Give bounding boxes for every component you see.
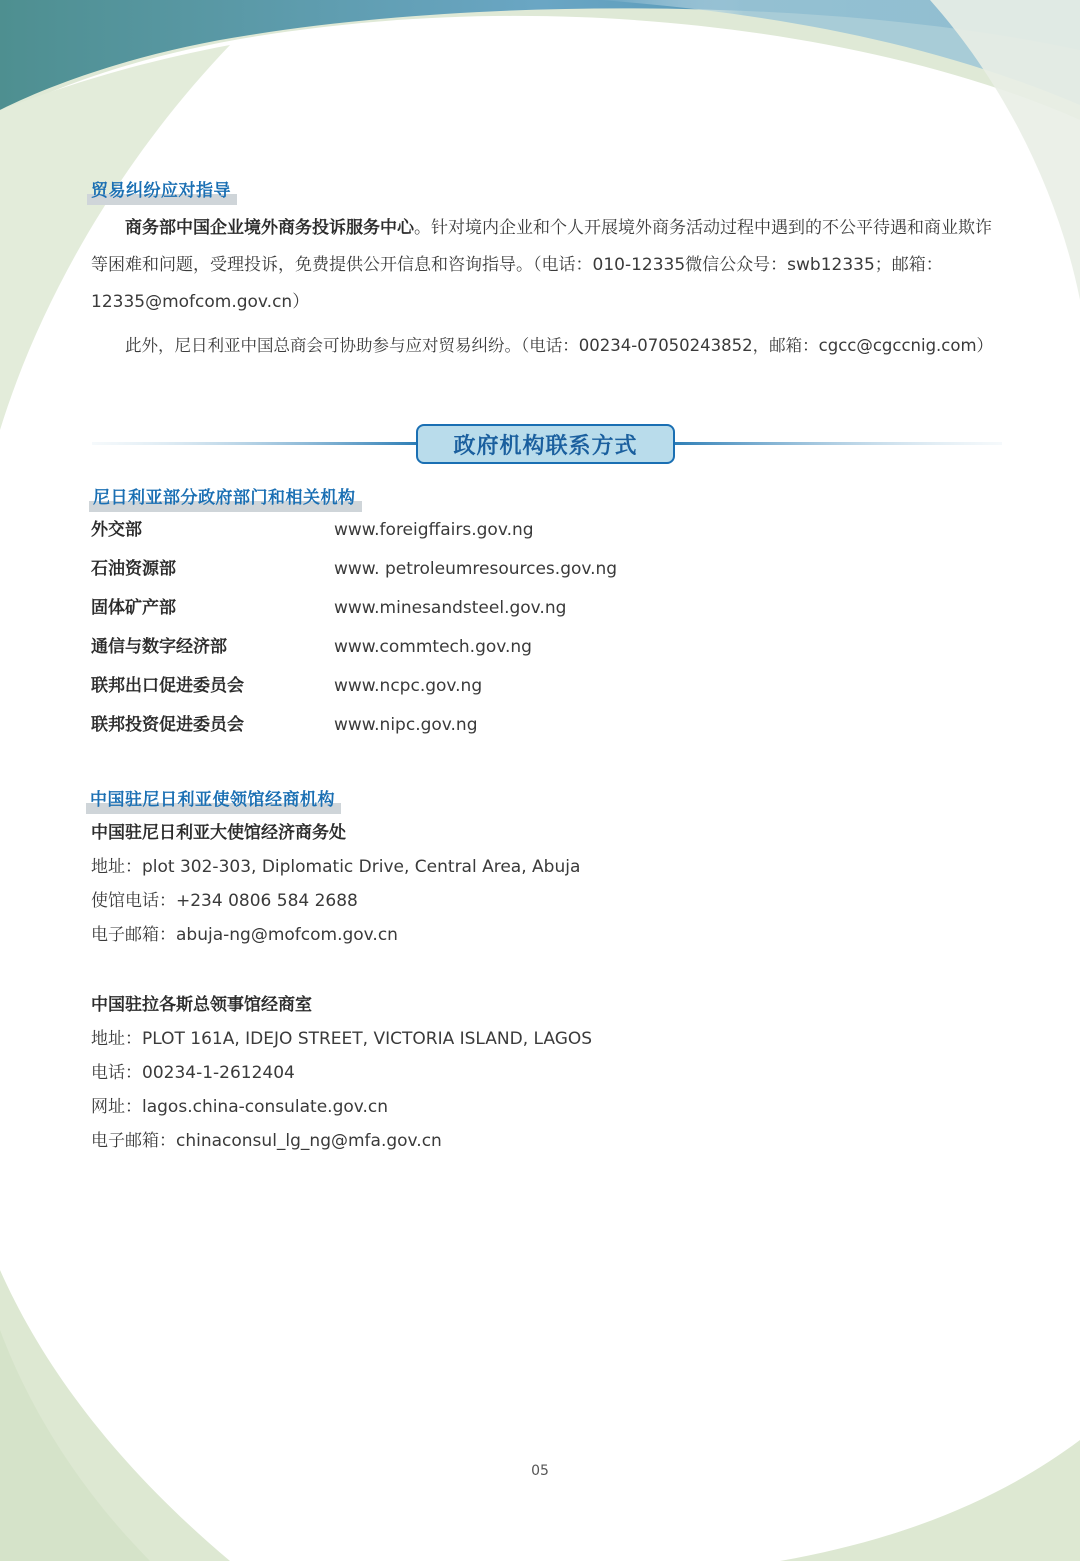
agency-url: www.commtech.gov.ng bbox=[334, 637, 532, 657]
embassy-address: 地址：plot 302-303, Diplomatic Drive, Central Area, Abuja bbox=[91, 857, 581, 877]
embassy-email: 电子邮箱：abuja-ng@mofcom.gov.cn bbox=[91, 925, 398, 945]
agency-name: 石油资源部 bbox=[91, 559, 176, 579]
consulate-email: 电子邮箱：chinaconsul_lg_ng@mfa.gov.cn bbox=[91, 1131, 442, 1151]
banner-line-right bbox=[672, 442, 1002, 445]
consulate-phone: 电话：00234-1-2612404 bbox=[91, 1063, 295, 1083]
agency-url: www.minesandsteel.gov.ng bbox=[334, 598, 567, 618]
embassy-name: 中国驻尼日利亚大使馆经济商务处 bbox=[91, 823, 346, 843]
consulate-website: 网址：lagos.china-consulate.gov.cn bbox=[91, 1097, 389, 1117]
agency-name: 通信与数字经济部 bbox=[91, 637, 227, 657]
banner-line-left bbox=[92, 442, 418, 445]
agency-name: 外交部 bbox=[91, 520, 142, 540]
agency-url: www.nipc.gov.ng bbox=[334, 715, 478, 735]
page-number: 05 bbox=[531, 1463, 549, 1479]
section-title-gov-agencies: 尼日利亚部分政府部门和相关机构 bbox=[89, 483, 362, 510]
agency-url: www.foreigffairs.gov.ng bbox=[334, 520, 534, 540]
agency-name: 固体矿产部 bbox=[91, 598, 176, 618]
paragraph-chamber: 此外，尼日利亚中国总商会可协助参与应对贸易纠纷。（电话：00234-07050243852，邮箱：cgcc@cgccnig.com） bbox=[125, 336, 994, 355]
agency-url: www. petroleumresources.gov.ng bbox=[334, 559, 618, 579]
agency-name: 联邦投资促进委员会 bbox=[91, 715, 244, 735]
consulate-name: 中国驻拉各斯总领事馆经商室 bbox=[91, 995, 312, 1015]
section-title-embassy: 中国驻尼日利亚使领馆经商机构 bbox=[86, 785, 341, 812]
consulate-address: 地址：PLOT 161A, IDEJO STREET, VICTORIA ISLAND, LAGOS bbox=[91, 1029, 593, 1049]
agency-name: 联邦出口促进委员会 bbox=[91, 676, 244, 696]
complaint-center-text: 。针对境内企业和个人开展境外商务活动过程中遇到的不公平待遇和商业欺诈等困难和问题，受理投诉，免费提供公开信息和咨询指导。（电话：010-12335微信公众号：swb12335；邮箱：12335@mofcom.gov.cn） bbox=[91, 218, 992, 312]
agency-url: www.ncpc.gov.ng bbox=[334, 676, 483, 696]
complaint-center-name: 商务部中国企业境外商务投诉服务中心 bbox=[125, 218, 414, 238]
paragraph-complaint-center bbox=[91, 210, 1006, 321]
section-title-trade-dispute: 贸易纠纷应对指导 bbox=[87, 176, 237, 203]
embassy-phone: 使馆电话：+234 0806 584 2688 bbox=[91, 891, 358, 911]
banner-gov-contacts: 政府机构联系方式 bbox=[416, 424, 675, 464]
